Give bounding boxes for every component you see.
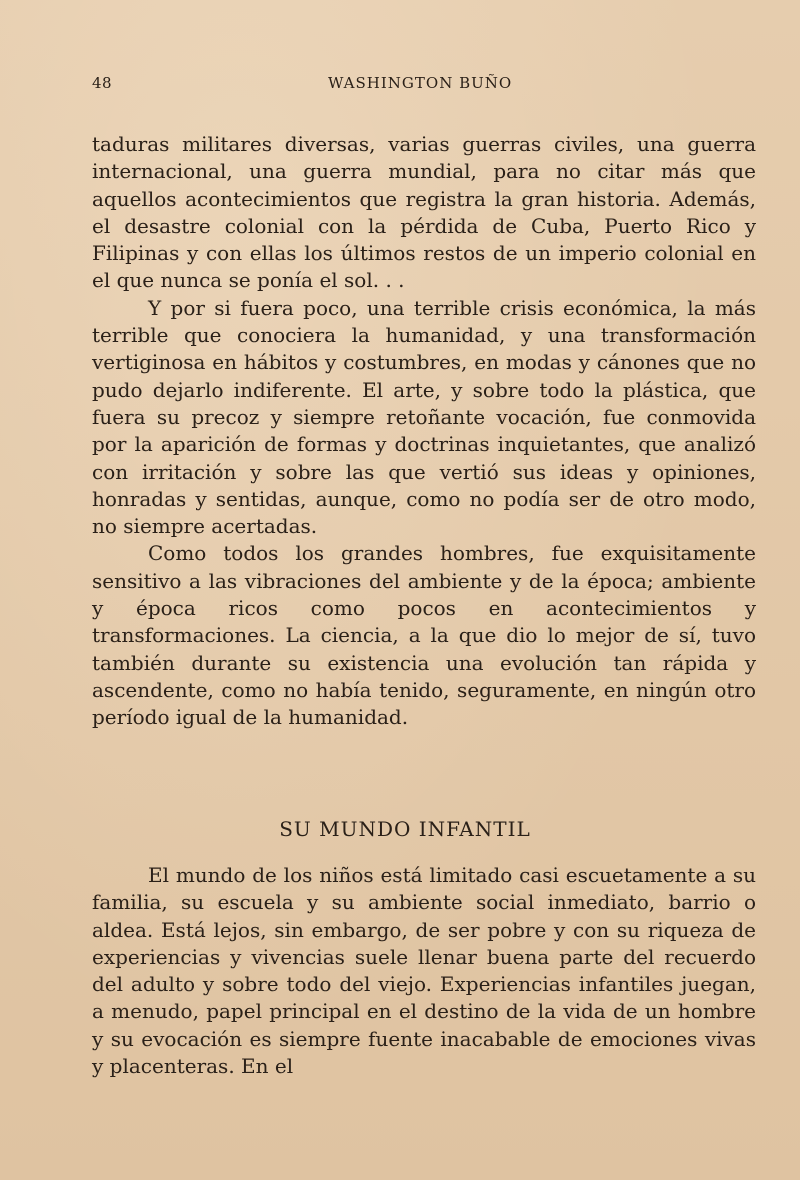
paragraph: Como todos los grandes hombres, fue exquisitamente sensitivo a las vibraciones del ambiente y de la época; ambiente y época ricos como pocos en acontecimientos y transformaciones. La ciencia, a la que dio lo mejor de sí, tuvo también durante su existencia una evolución tan rápida y ascendente, como no había tenido, seguramente, en ningún otro período igual de la humanidad. <box>92 541 756 730</box>
running-head <box>92 74 752 100</box>
body-text-before-heading <box>92 131 756 732</box>
paragraph: El mundo de los niños está limitado casi escuetamente a su familia, su escuela y su ambiente social inmediato, barrio o aldea. Está lejos, sin embargo, de ser pobre y con su riqueza de experiencias y vivencias suele llenar buena parte del recuerdo del adulto y sobre todo del viejo. Experiencias infantiles juegan, a menudo, papel principal en el destino de la vida de un hombre y su evocación es siempre fuente inacabable de emociones vivas y placenteras. En el <box>92 863 756 1079</box>
body-text-after-heading <box>92 862 756 1080</box>
paragraph: Y por si fuera poco, una terrible crisis económica, la más terrible que conociera la humanidad, y una transformación vertiginosa en hábitos y costumbres, en modas y cánones que no pudo dejarlo indiferente. El arte, y sobre todo la plástica, que fuera su precoz y siempre retoñante vocación, fue conmovida por la aparición de formas y doctrinas inquietantes, que analizó con irritación y sobre las que vertió sus ideas y opiniones, honradas y sentidas, aunque, como no podía ser de otro modo, no siempre acertadas. <box>92 295 756 539</box>
page-number: 48 <box>92 74 113 92</box>
running-title: WASHINGTON BUÑO <box>328 74 513 92</box>
paragraph-continued: taduras militares diversas, varias guerras civiles, una guerra internacional, una guerra mundial, para no citar más que aquellos acontecimientos que registra la gran historia. Además, el desastre colonial con la pérdida de Cuba, Puerto Rico y Filipinas y con ellas los últimos restos de un imperio colonial en el que nunca se ponía el sol. . . <box>92 132 756 293</box>
section-heading: SU MUNDO INFANTIL <box>279 817 531 841</box>
